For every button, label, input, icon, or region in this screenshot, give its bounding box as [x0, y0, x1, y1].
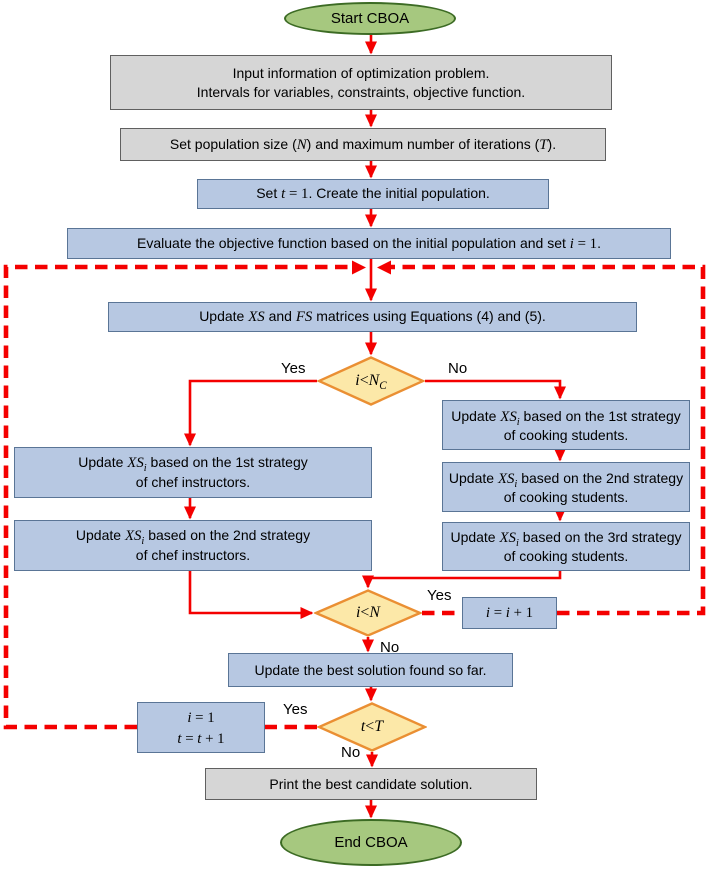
node-cook-strategy-1 [442, 400, 690, 450]
decision-t-lt-t [317, 702, 427, 752]
arrowhead-loop-merge-right [377, 261, 391, 275]
text-line: Intervals for variables, constraints, objective function. [196, 83, 526, 100]
text-line: i = i + 1 [485, 605, 534, 621]
node-chef-strategy-1 [14, 447, 372, 498]
text-line: Update $XS_i$ based on the 3rd strategy [450, 529, 682, 549]
text-line: Start CBOA [330, 10, 410, 27]
text-line: t = t + 1 [177, 730, 225, 747]
node-update-xs-fs [108, 302, 637, 332]
text-line: of cooking students. [503, 426, 629, 443]
node-set-t [197, 179, 549, 209]
text-line: Input information of optimization problem. [232, 64, 490, 81]
edge-cook3-to-cond-pop [368, 571, 560, 587]
text-line: i = 1 [187, 709, 215, 726]
node-start [284, 2, 456, 35]
node-end [280, 819, 462, 866]
edge-cond-chef-no-to-cook1 [425, 381, 560, 398]
node-chef-strategy-2 [14, 520, 372, 571]
label-no-cond-iter: No [341, 744, 361, 761]
node-increment-i [462, 597, 557, 629]
text-line: Update $XS_i$ based on the 2nd strategy [75, 527, 311, 547]
text-line: of cooking students. [503, 488, 629, 505]
label-yes-cond-chef: Yes [281, 360, 306, 377]
text-line: of cooking students. [503, 548, 629, 564]
text-line: i < N [356, 604, 380, 621]
text-line: Update $XS_i$ based on the 2nd strategy [448, 469, 684, 490]
text-line: of chef instructors. [135, 474, 251, 490]
text-line: i < $N_C$ [355, 372, 387, 393]
text-line: Print the best candidate solution. [269, 775, 473, 792]
label-yes-cond-iter: Yes [283, 701, 308, 718]
arrowhead-loop-merge-left [352, 261, 366, 275]
decision-i-lt-n [314, 589, 422, 637]
text-line: Evaluate the objective function based on the initial population and set i = 1. [137, 234, 601, 252]
text-line: Update $XS_i$ based on the 1st strategy [451, 407, 681, 428]
edge-cond-chef-yes-to-chef1 [190, 381, 317, 445]
label-yes-cond-pop: Yes [427, 587, 452, 604]
node-cook-strategy-3 [442, 522, 690, 571]
node-input-info [110, 55, 612, 110]
node-print-solution [205, 768, 537, 800]
text-line: Set population size (N) and maximum number of iterations (T). [169, 135, 557, 153]
text-line: Update $XS_i$ based on the 1st strategy [78, 454, 308, 474]
text-line: t < T [360, 718, 384, 735]
text-line: of chef instructors. [135, 547, 251, 563]
label-no-cond-chef: No [448, 360, 468, 377]
text-line: Update the best solution found so far. [254, 661, 487, 678]
node-cook-strategy-2 [442, 462, 690, 512]
node-reset-i-increment-t [137, 702, 265, 753]
text-line: Update XS and FS matrices using Equations (4) and (5). [199, 308, 546, 325]
decision-i-lt-nc [317, 356, 425, 406]
node-evaluate-objective [67, 228, 671, 259]
node-set-population [120, 128, 606, 161]
edge-chef2-to-cond-pop [190, 571, 312, 613]
text-line: End CBOA [334, 834, 408, 851]
node-update-best [228, 653, 513, 687]
text-line: Set t = 1. Create the initial population. [256, 185, 490, 202]
label-no-cond-pop: No [380, 639, 400, 656]
